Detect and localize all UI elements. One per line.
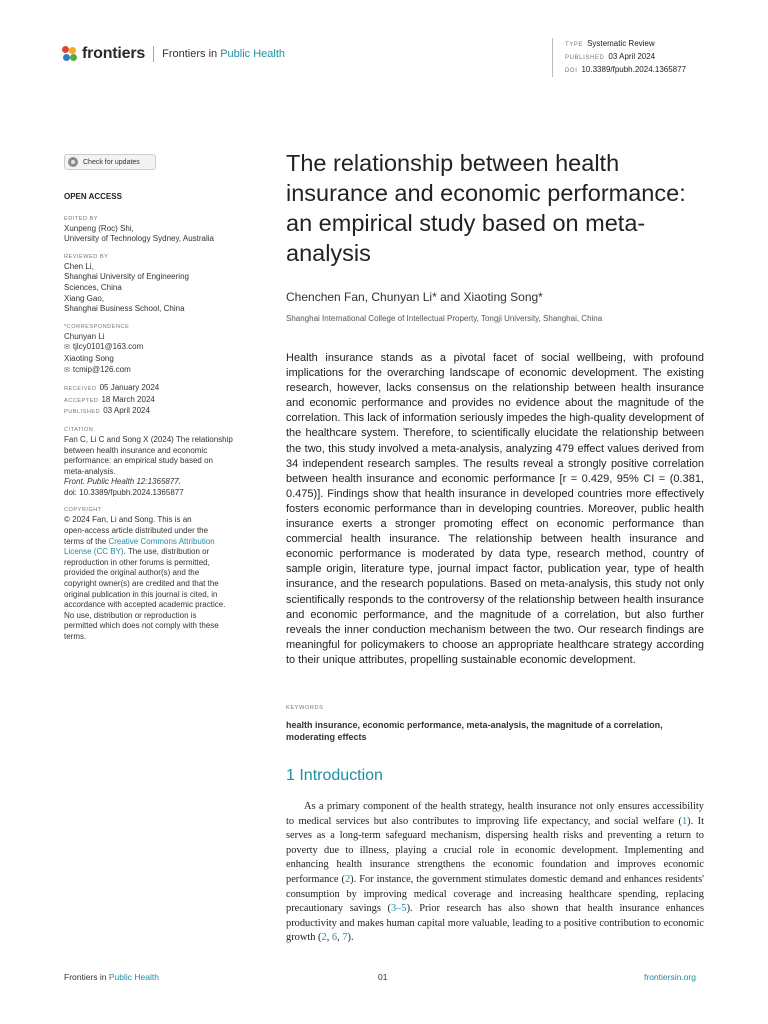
reference-link[interactable]: 2 <box>344 873 351 885</box>
dates-block: RECEIVED 05 January 2024 ACCEPTED 18 March 2024 PUBLISHED 03 April 2024 <box>64 383 160 416</box>
reference-link[interactable]: 7 <box>342 932 348 944</box>
article-meta: TYPE Systematic Review PUBLISHED 03 April 2024 DOI 10.3389/fpubh.2024.1365877 <box>552 38 686 77</box>
publish-date: 03 April 2024 <box>608 52 656 61</box>
citation-block: CITATION Fan C, Li C and Song X (2024) The relationship between health insurance and economic performance: an empirical study based on meta-analysis. Front. Public Health 12:1365877. doi: 10.3389/fpubh.2024.1365877 <box>64 426 233 497</box>
update-icon <box>68 157 78 167</box>
correspondence-block: *CORRESPONDENCE Chunyan Li ✉ tjlcy0101@163.com Xiaoting Song ✉ tcmip@126.com <box>64 322 264 376</box>
license-link[interactable]: License (CC BY) <box>64 547 124 557</box>
reference-link[interactable]: 6 <box>331 932 338 944</box>
open-access-label: OPEN ACCESS <box>64 192 122 201</box>
keywords-label: KEYWORDS <box>286 705 324 711</box>
article-type: Systematic Review <box>587 39 655 48</box>
brand-name: frontiers <box>82 45 146 62</box>
introduction-paragraph: As a primary component of the health strategy, health insurance not only ensures accessibility to medical services but also contributes to improving life expectancy, and social welfare (1). It serves as a long-term safeguard mechanism, dispersing health risks and preventing a return to poverty due to illness, playing a crucial role in economic development. Implementing and enhancing health insurance strengthens the economic foundation and improves economic performance (2). For instance, the government stimulates domestic demand and enhances residents' consumption by improving medical coverage and increasing healthcare spending, replacing precautionary savings (3–5). Prior research has also shown that health insurance enhances productivity and makes human capital more valuable, leading to a positive contribution to economic growth (2, 6, 7). <box>286 801 705 944</box>
frontiers-logo-icon <box>62 46 78 62</box>
copyright-block: COPYRIGHT © 2024 Fan, Li and Song. This is an open-access article distributed under the terms of the Creative Commons Attribution License (CC BY). The use, distribution or reproduction in other forums is permitted, provided the original author(s) and the copyright owner(s) are credited and that the original publication in this journal is cited, in accordance with accepted academic practice. No use, distribution or reproduction is permitted which does not comply with these terms. <box>64 507 226 641</box>
license-link[interactable]: Creative Commons Attribution <box>108 536 215 546</box>
site-link[interactable]: frontiersin.org <box>644 972 696 982</box>
abstract: Health insurance stands as a pivotal facet of social wellbeing, with profound implications for the overarching landscape of economic development. The existing research, however, lacks consensus on the relationship between health insurance and economic performance and provides no evidence about the magnitude of the correlation. This lack of information seriously impedes the high-quality development of the healthcare system. Therefore, to scientifically elucidate the relationship between the two, this study involved a meta-analysis, analyzing 479 effect values derived from 34 independent research samples. The results reveal a strongly positive correlation between health insurance and economic performance [r = 0.429, 95% CI = (0.381, 0.475)]. Findings show that health insurance in developed countries more effectively fosters economic performance than in developing countries. Moreover, public health insurance exerts a stronger promoting effect on economic performance than commercial health insurance. The relationship between health insurance and economic performance is moderated by data type, research method, country of sample origin, literature type, journal impact factor, publication year, type of health insurance, and the research populations. Based on meta-analysis, this study not only scientifically responds to the controversy of the relationship between health insurance and economic performance, and the magnitude of a correlation, but also further reveals the inner conduction mechanism between the two. Our research findings are meaningful for policymakers to choose an appropriate healthcare strategy according to their unique attributes, propelling sustainable economic development. <box>286 352 704 666</box>
journal-logo[interactable] <box>62 44 285 64</box>
section-heading: 1 Introduction <box>286 767 383 784</box>
check-updates-button[interactable]: Check for updates <box>64 154 156 170</box>
keywords: health insurance, economic performance, meta-analysis, the magnitude of a correlation, moderating effects <box>286 720 663 742</box>
email-link[interactable]: ✉ tjlcy0101@163.com <box>64 342 264 354</box>
author-list: Chenchen Fan, Chunyan Li* and Xiaoting Song* <box>286 290 543 304</box>
page-number: 01 <box>378 972 388 982</box>
reviewed-by-block: REVIEWED BY Chen Li, Shanghai University of Engineering Sciences, China Xiang Gao, Shanghai Business School, China <box>64 253 189 314</box>
article-title: The relationship between health insurance and economic performance: an empirical study based on meta-analysis <box>286 150 686 266</box>
reference-link[interactable]: 2 <box>321 932 327 944</box>
email-link[interactable]: ✉ tcmip@126.com <box>64 365 264 377</box>
divider <box>153 46 154 62</box>
doi[interactable]: 10.3389/fpubh.2024.1365877 <box>581 65 687 74</box>
journal-name: Frontiers in Public Health <box>162 48 286 60</box>
affiliation: Shanghai International College of Intellectual Property, Tongji University, Shanghai, China <box>286 314 603 323</box>
reference-link[interactable]: 3–5 <box>390 903 407 915</box>
sidebar-info <box>64 192 264 650</box>
edited-by-block: EDITED BY Xunpeng (Roc) Shi, University of Technology Sydney, Australia <box>64 215 215 244</box>
reference-link[interactable]: 1 <box>681 815 688 827</box>
footer-journal: Frontiers in Public Health <box>64 972 159 982</box>
